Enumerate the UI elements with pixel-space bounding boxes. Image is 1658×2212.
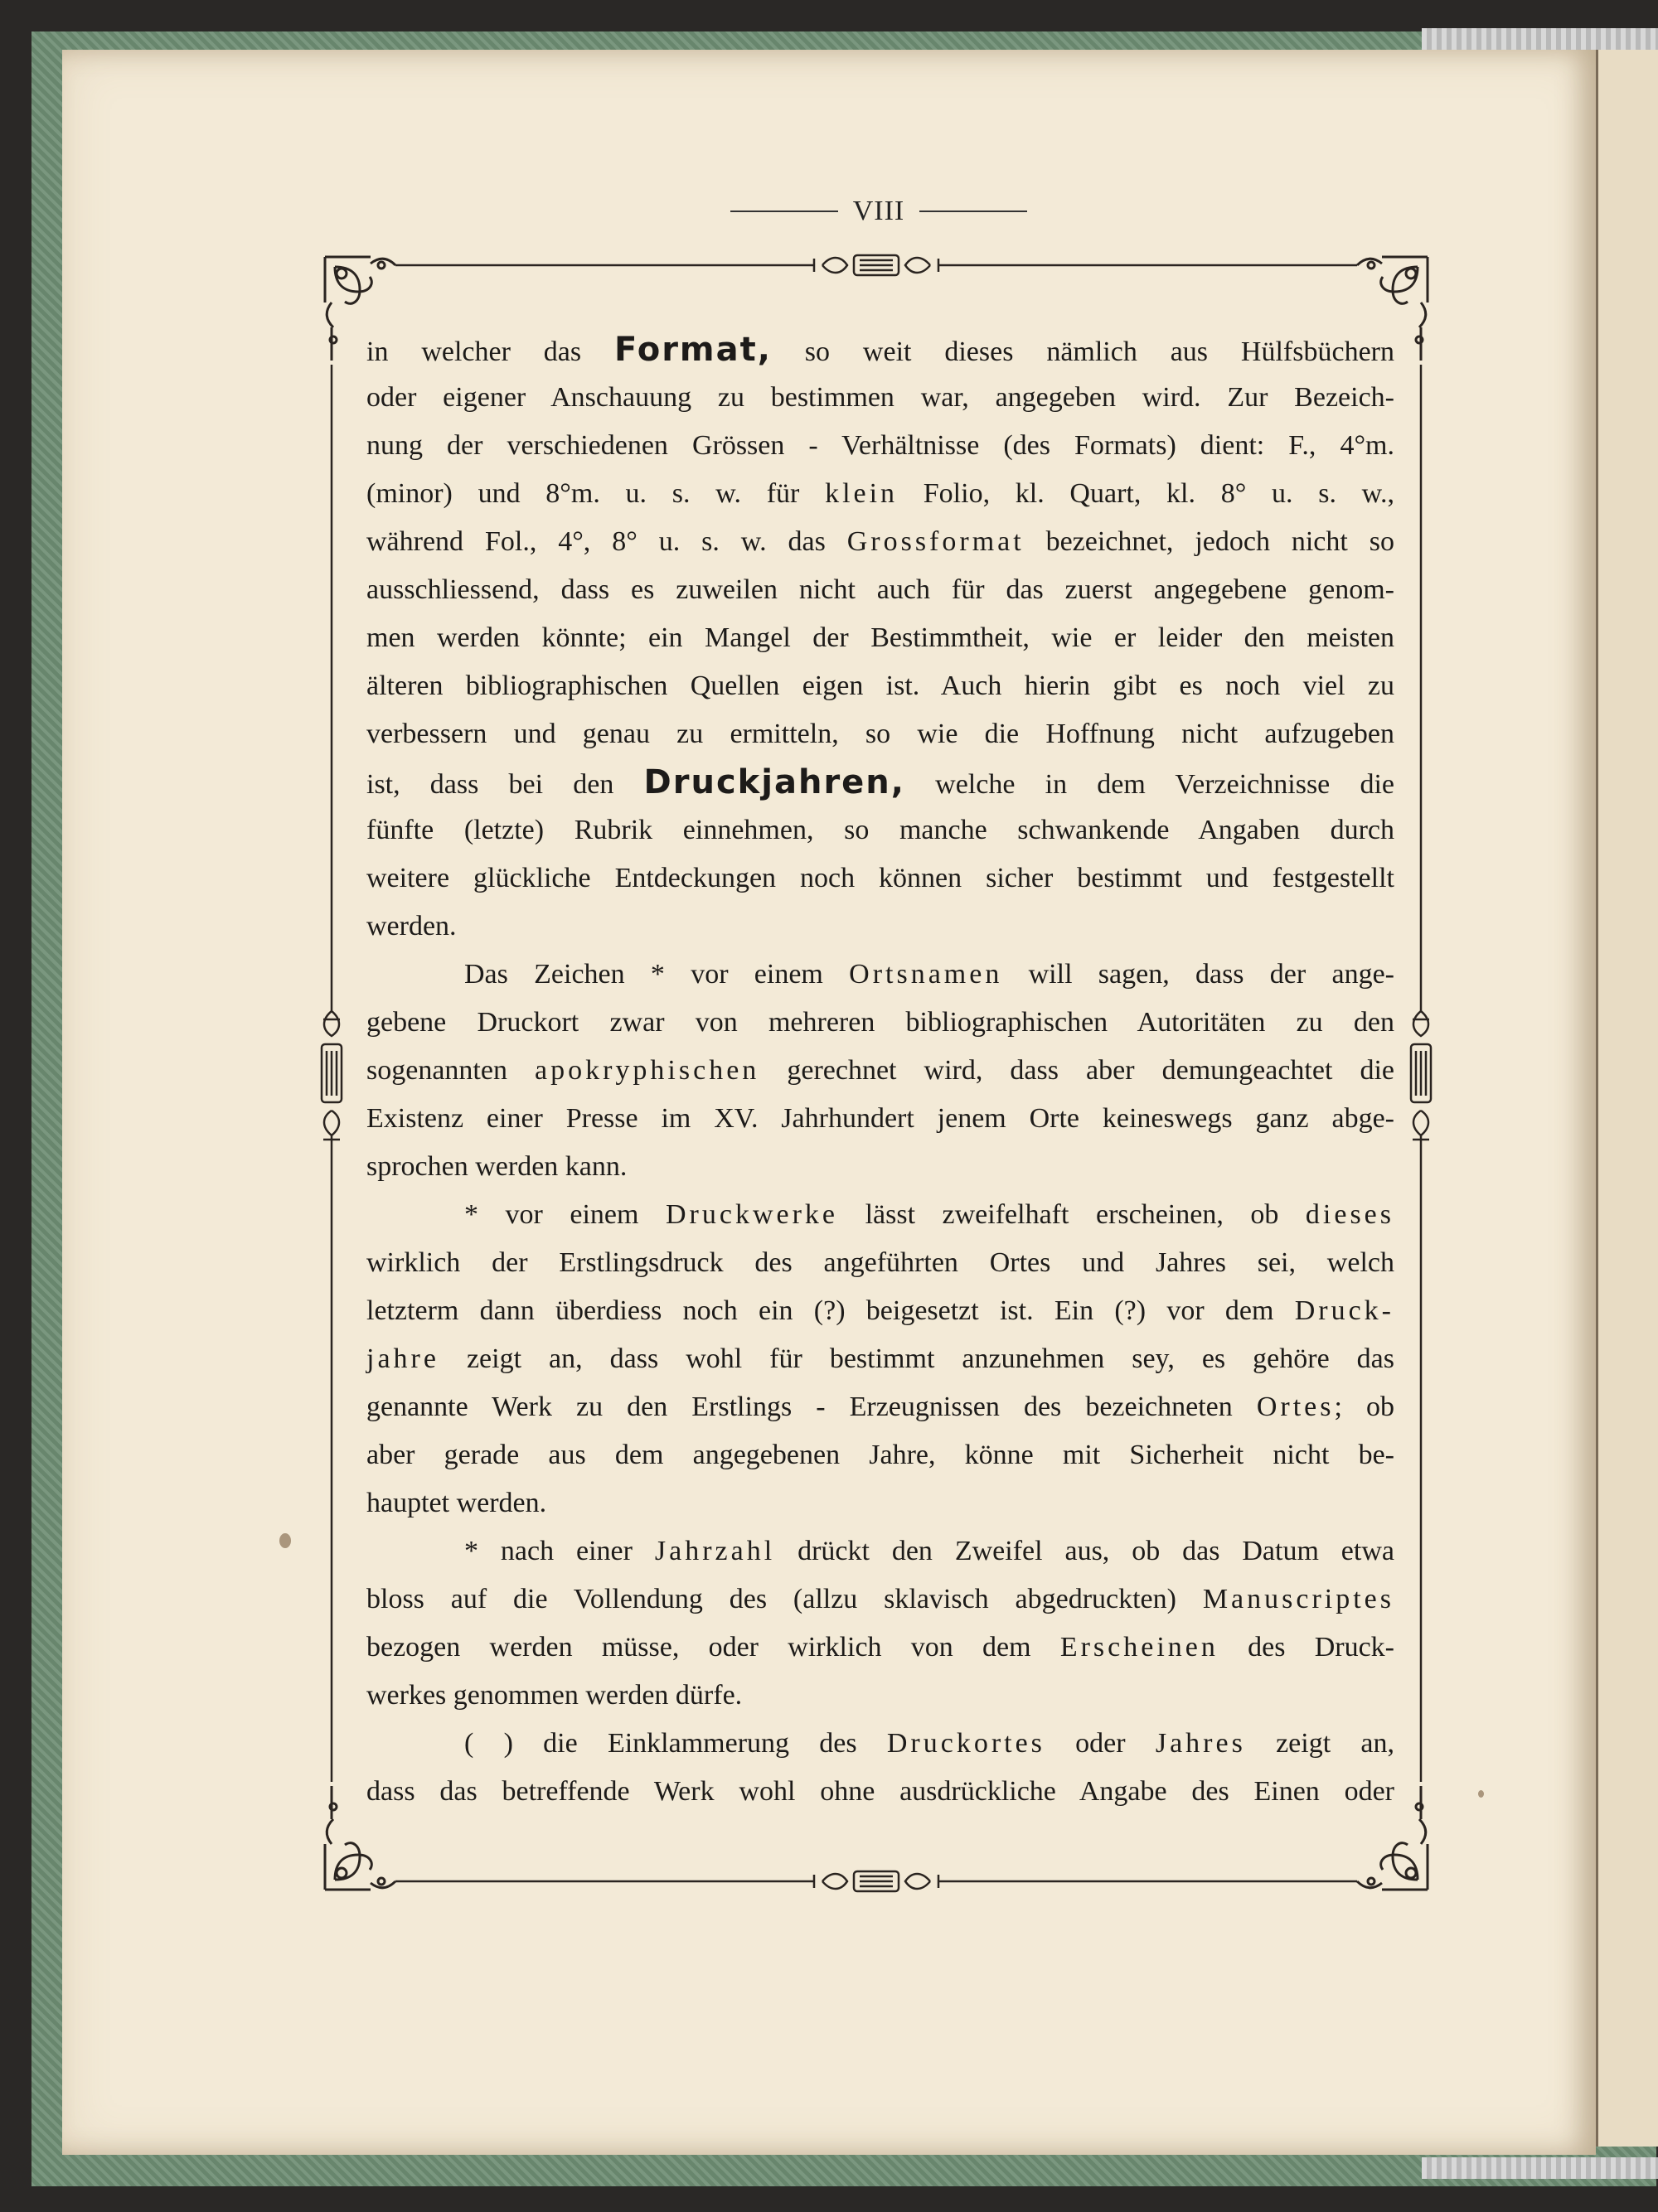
spaced-term: Manuscriptes: [1202, 1584, 1394, 1614]
text-segment: * nach einer: [464, 1536, 655, 1566]
text-segment: genannte Werk zu den Erstlings - Erzeugnissen des bezeichneten: [366, 1392, 1257, 1422]
text-segment: zeigt an, dass wohl für bestimmt anzunehmen sey, es gehöre das: [439, 1343, 1394, 1374]
text-segment: Existenz einer Presse im XV. Jahrhundert jenem Orte keineswegs ganz abge-: [366, 1103, 1394, 1134]
spaced-term: Jahres: [1155, 1728, 1246, 1759]
center-ornament-icon: [797, 1871, 955, 1891]
text-segment: drückt den Zweifel aus, ob das Datum etwa: [775, 1536, 1394, 1566]
text-segment: will sagen, dass der ange-: [1002, 959, 1395, 990]
text-line: [366, 1672, 1394, 1720]
spaced-term: Ortes: [1256, 1392, 1335, 1422]
text-line: [366, 422, 1394, 470]
spaced-term: Jahrzahl: [654, 1536, 776, 1566]
text-line: [366, 326, 1394, 374]
text-segment: ausschliessend, dass es zuweilen nicht auch für das zuerst angegebene genom-: [366, 574, 1394, 605]
text-segment: ; ob: [1334, 1392, 1394, 1422]
spaced-term: klein: [825, 478, 899, 509]
spaced-term: dieses: [1305, 1199, 1394, 1230]
text-line: [366, 1047, 1394, 1095]
text-segment: werden.: [366, 911, 457, 941]
text-segment: Das Zeichen * vor einem: [464, 959, 850, 990]
text-segment: sogenannten: [366, 1055, 536, 1086]
text-segment: hauptet werden.: [366, 1488, 547, 1518]
text-line: [366, 1335, 1394, 1383]
paper-spot: [1478, 1790, 1484, 1798]
text-line: [366, 758, 1394, 806]
text-line: [366, 662, 1394, 710]
page-number: VIII: [852, 196, 905, 226]
text-segment: gerechnet wird, dass aber demungeachtet die: [759, 1055, 1395, 1086]
text-line: [366, 374, 1394, 422]
header-rule-right: [919, 211, 1027, 212]
spaced-term: Druck-: [1294, 1295, 1394, 1326]
text-segment: bezogen werden müsse, oder wirklich von dem: [366, 1632, 1060, 1663]
text-line: [366, 854, 1394, 903]
spaced-term: Druckwerke: [666, 1199, 839, 1230]
text-line: [366, 1383, 1394, 1431]
text-segment: in welcher das: [366, 336, 615, 367]
text-line: [366, 1095, 1394, 1143]
text-segment: zeigt an,: [1245, 1728, 1395, 1759]
text-line: [366, 1527, 1394, 1576]
text-segment: (minor) und 8°m. u. s. w. für: [366, 478, 826, 509]
spaced-term: Grossformat: [846, 526, 1025, 557]
text-segment: * vor einem: [464, 1199, 666, 1230]
text-line: [366, 903, 1394, 951]
text-segment: dass das betreffende Werk wohl ohne ausdrückliche Angabe des Einen oder: [366, 1776, 1394, 1807]
page-body-text: [366, 326, 1394, 1816]
text-line: [366, 1768, 1394, 1816]
text-line: [366, 1720, 1394, 1768]
text-line: [366, 1239, 1394, 1287]
bold-term: Druckjahren,: [643, 763, 905, 801]
text-segment: gebene Druckort zwar von mehreren bibliographischen Autoritäten zu den: [366, 1007, 1394, 1038]
text-segment: letzterm dann überdiess noch ein (?) beigesetzt ist. Ein (?) vor dem: [366, 1295, 1295, 1326]
text-segment: nung der verschiedenen Grössen - Verhältnisse (des Formats) dient: F., 4°m.: [366, 430, 1394, 461]
text-segment: weitere glückliche Entdeckungen noch können sicher bestimmt und festgestellt: [366, 863, 1394, 893]
spaced-term: Erscheinen: [1059, 1632, 1219, 1663]
spaced-term: apokryphischen: [535, 1055, 760, 1086]
spaced-term: jahre: [366, 1343, 439, 1374]
text-segment: lässt zweifelhaft erscheinen, ob: [838, 1199, 1306, 1230]
text-line: [366, 999, 1394, 1047]
paper-spot: [279, 1533, 291, 1548]
text-segment: men werden könnte; ein Mangel der Bestimmtheit, wie er leider den meisten: [366, 622, 1394, 653]
page-number-header: [730, 191, 1028, 232]
binding-tape-top: [1422, 28, 1658, 50]
text-segment: werkes genommen werden dürfe.: [366, 1680, 743, 1711]
spaced-term: Ortsnamen: [849, 959, 1003, 990]
text-line: [366, 518, 1394, 566]
text-segment: welche in dem Verzeichnisse die: [904, 769, 1394, 800]
text-segment: des Druck-: [1218, 1632, 1394, 1663]
text-line: [366, 1191, 1394, 1239]
text-segment: verbessern und genau zu ermitteln, so wie die Hoffnung nicht aufzugeben: [366, 719, 1394, 749]
side-ornament-icon: [1411, 995, 1431, 1152]
spaced-term: Druckortes: [886, 1728, 1045, 1759]
text-line: [366, 710, 1394, 758]
text-segment: Folio, kl. Quart, kl. 8° u. s. w.,: [898, 478, 1395, 509]
header-rule-left: [730, 211, 838, 212]
text-segment: aber gerade aus dem angegebenen Jahre, könne mit Sicherheit nicht be-: [366, 1440, 1394, 1470]
next-page-edge: [1596, 50, 1658, 2147]
text-segment: so weit dieses nämlich aus Hülfsbüchern: [771, 336, 1394, 367]
text-segment: oder eigener Anschauung zu bestimmen war, angegeben wird. Zur Bezeich-: [366, 382, 1394, 413]
text-segment: bezeichnet, jedoch nicht so: [1024, 526, 1394, 557]
text-line: [366, 614, 1394, 662]
bold-term: Format,: [614, 331, 772, 369]
text-line: [366, 951, 1394, 999]
text-segment: sprochen werden kann.: [366, 1151, 628, 1182]
side-ornament-icon: [322, 995, 342, 1152]
text-line: [366, 1624, 1394, 1672]
text-segment: wirklich der Erstlingsdruck des angeführten Ortes und Jahres sei, welch: [366, 1247, 1394, 1278]
text-segment: während Fol., 4°, 8° u. s. w. das: [366, 526, 847, 557]
text-line: [366, 566, 1394, 614]
text-line: [366, 1143, 1394, 1191]
text-line: [366, 806, 1394, 854]
text-line: [366, 1576, 1394, 1624]
text-line: [366, 1431, 1394, 1479]
text-segment: bloss auf die Vollendung des (allzu sklavisch abgedruckten): [366, 1584, 1203, 1614]
text-line: [366, 470, 1394, 518]
text-segment: ist, dass bei den: [366, 769, 644, 800]
center-ornament-icon: [797, 255, 955, 275]
text-segment: älteren bibliographischen Quellen eigen ist. Auch hierin gibt es noch viel zu: [366, 670, 1394, 701]
text-segment: oder: [1045, 1728, 1156, 1759]
text-line: [366, 1479, 1394, 1527]
binding-tape-bottom: [1422, 2157, 1658, 2179]
text-line: [366, 1287, 1394, 1335]
text-segment: fünfte (letzte) Rubrik einnehmen, so manche schwankende Angaben durch: [366, 815, 1394, 845]
text-segment: ( ) die Einklammerung des: [464, 1728, 887, 1759]
